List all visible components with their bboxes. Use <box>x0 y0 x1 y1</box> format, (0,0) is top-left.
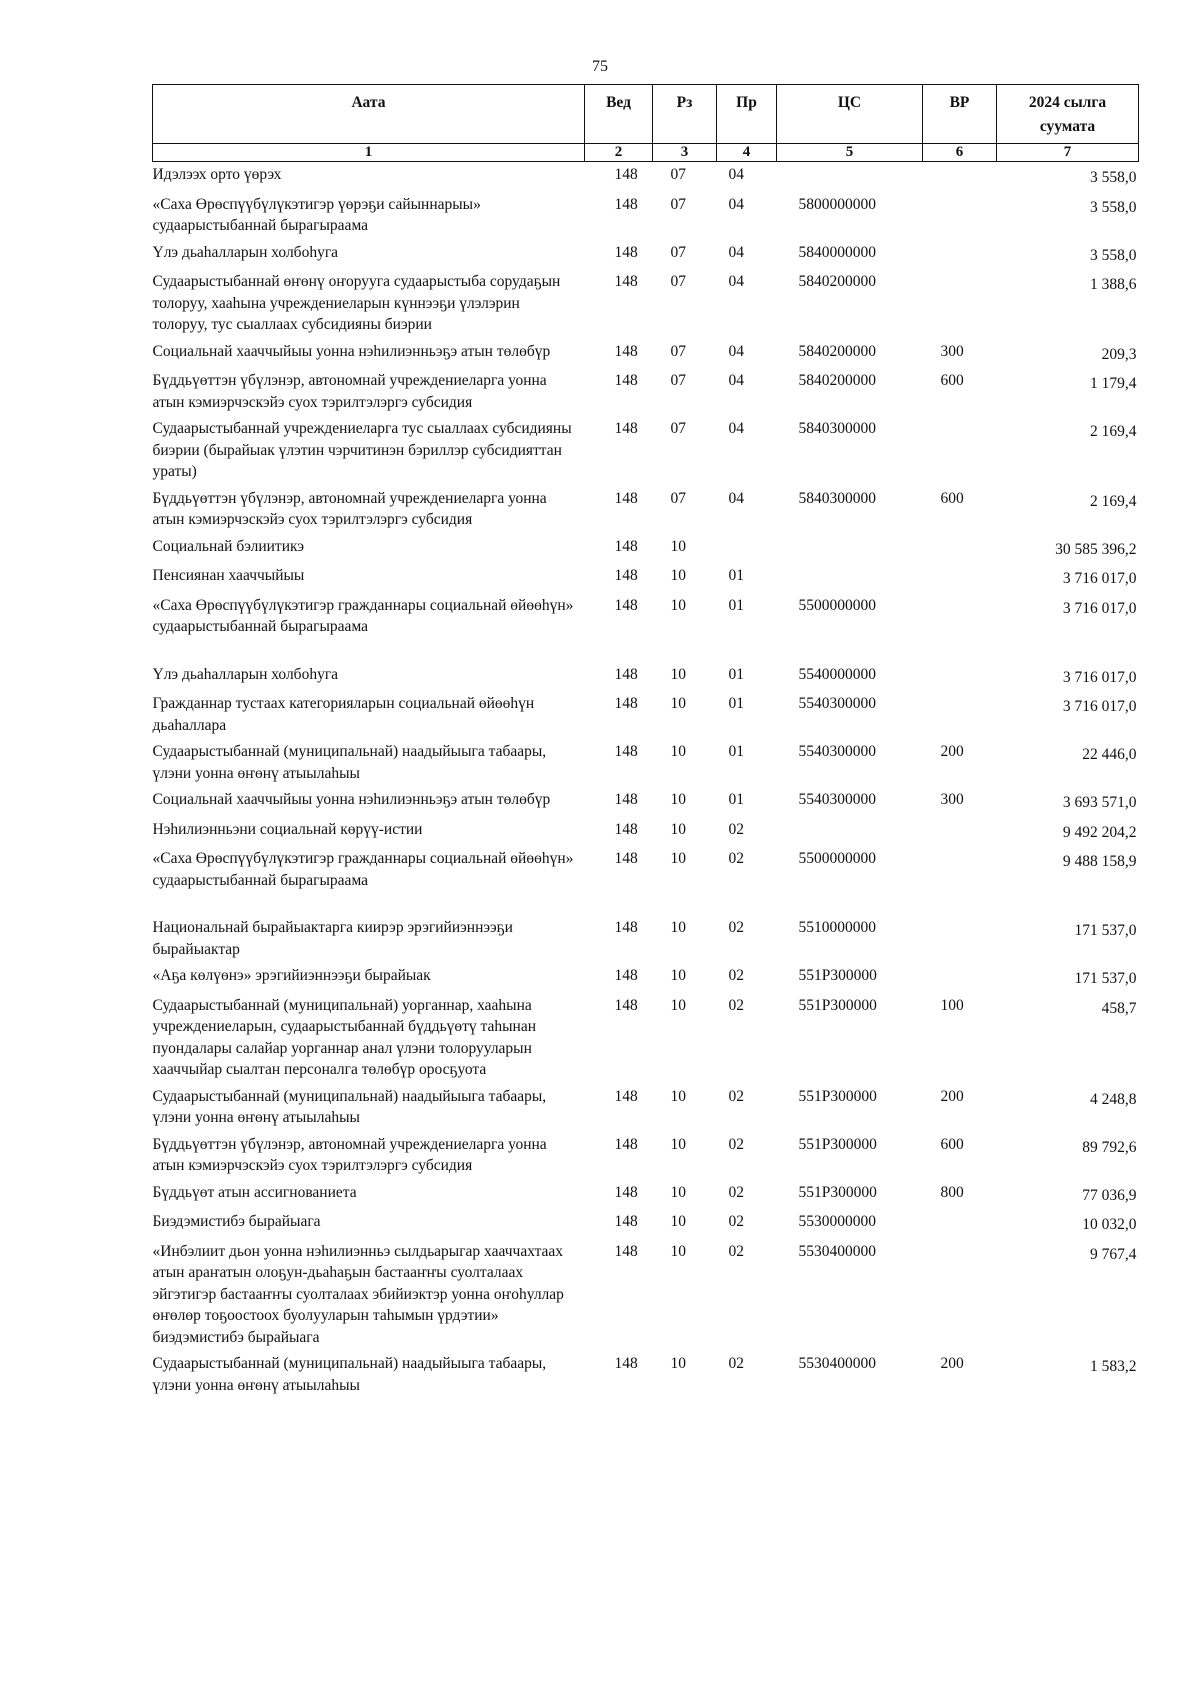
row-cs: 5530400000 <box>798 1355 876 1372</box>
column-number: 1 <box>153 144 585 162</box>
row-name: Бүддьүөт атын ассигнованиета <box>152 1183 357 1201</box>
appropriations-table <box>152 84 1139 1399</box>
table-row <box>153 1132 1139 1180</box>
row-name: Судаарыстыбаннай (муниципальнай) уорганнар, хааһына учреждениеларын, судаарыстыбаннай бүддьүөтү таһынан пуондалары салайар уорганнар анал үлэни толорууларын хааччыйар сыалтан персоналга төлөбүр оросҕуота <box>152 996 537 1078</box>
row-pr: 01 <box>728 695 744 712</box>
row-sum: 9 767,4 <box>1090 1245 1137 1263</box>
row-name: Гражданнар тустаах категорияларын социальнай өйөөһүн дьаһаллара <box>152 695 535 734</box>
row-rz: 10 <box>670 567 686 584</box>
row-rz: 07 <box>670 166 686 183</box>
row-name: Бүддьүөттэн үбүлэнэр, автономнай учреждениеларга уонна атын кэмиэрчэскэйэ суох тэрилтэлэргэ субсидия <box>152 1135 547 1174</box>
row-ved: 148 <box>614 743 638 760</box>
row-rz: 07 <box>670 420 686 437</box>
row-pr: 02 <box>728 1213 744 1230</box>
row-sum: 3 716 017,0 <box>1062 698 1137 715</box>
row-name: Үлэ дьаһалларын холбоһуга <box>152 665 339 683</box>
table-row <box>153 691 1139 739</box>
row-sum: 4 248,8 <box>1090 1090 1137 1108</box>
row-ved: 148 <box>614 1087 638 1105</box>
table-row <box>153 339 1139 369</box>
row-name: Социальнай хааччыйыы уонна нэһилиэнньэҕэ атын төлөбүр <box>152 791 551 808</box>
row-cs: 551Р300000 <box>798 1087 877 1105</box>
row-pr: 01 <box>728 665 744 683</box>
row-rz: 07 <box>670 372 686 389</box>
row-vr: 600 <box>940 372 964 389</box>
row-vr: 300 <box>940 342 964 360</box>
table-row <box>153 192 1139 240</box>
row-sum: 209,3 <box>1101 345 1137 363</box>
row-rz: 10 <box>670 850 686 867</box>
row-rz: 10 <box>670 665 686 683</box>
row-pr: 04 <box>728 273 744 290</box>
row-cs: 5840200000 <box>798 273 876 290</box>
row-vr <box>923 915 997 963</box>
row-rz: 07 <box>670 273 686 290</box>
table-row <box>153 993 1139 1084</box>
row-pr: 04 <box>728 342 744 360</box>
row-ved: 148 <box>614 996 638 1014</box>
row-ved: 148 <box>614 537 638 555</box>
row-ved: 148 <box>614 820 638 838</box>
header-vr: ВР <box>923 85 997 144</box>
row-name: Үлэ дьаһалларын холбоһуга <box>152 243 339 261</box>
row-rz: 10 <box>670 1355 686 1372</box>
row-name: Судаарыстыбаннай (муниципальнай) наадыйыыга табаары, үлэни уонна өҥөнү атыылаһыы <box>152 1355 547 1394</box>
row-pr: 02 <box>728 1355 744 1372</box>
table-row <box>153 162 1139 192</box>
row-name: «Саха Өрөспүүбүлүкэтигэр гражданнары социальнай өйөөһүн» судаарыстыбаннай бырагыраама <box>152 596 574 635</box>
row-rz: 10 <box>670 919 686 936</box>
table-row <box>153 963 1139 993</box>
row-pr: 02 <box>728 1242 744 1260</box>
row-rz: 07 <box>670 489 686 507</box>
row-rz: 10 <box>670 596 686 614</box>
row-vr <box>923 416 997 486</box>
row-ved: 148 <box>614 791 638 808</box>
row-cs: 5540300000 <box>798 791 876 808</box>
row-vr <box>923 162 997 192</box>
row-pr: 04 <box>728 372 744 389</box>
row-cs <box>777 563 923 593</box>
row-sum: 3 716 017,0 <box>1062 668 1137 686</box>
row-sum: 3 716 017,0 <box>1062 570 1137 587</box>
row-rz: 07 <box>670 195 686 213</box>
row-cs: 5540300000 <box>798 695 876 712</box>
row-vr: 200 <box>940 1087 964 1105</box>
row-sum: 2 169,4 <box>1090 492 1137 510</box>
row-sum: 3 693 571,0 <box>1062 794 1137 811</box>
column-number-row <box>153 144 1139 162</box>
row-name: «Инбэлиит дьон уонна нэһилиэнньэ сылдьарыгар хааччахтаах атын араҥатын олоҕун-дьаһаҕын бастааҥҥы суолталаах эйгэтигэр бастааҥҥы суолталаах эбийиэктэр уонна оҥоһуллар өҥөлөр тоҕоостоох буолууларын таһымын үрдэтии» биэдэмистибэ бырайыага <box>152 1242 564 1346</box>
row-name: Судаарыстыбаннай өҥөнү оҥорууга судаарыстыба сорудаҕын толоруу, хааһына учреждениеларын күннээҕи үлэлэрин толоруу, тус сыаллаах субсидияны биэрии <box>152 273 561 333</box>
row-vr: 600 <box>940 489 964 507</box>
row-cs: 5840300000 <box>798 420 876 437</box>
row-rz: 10 <box>670 1135 686 1153</box>
row-ved: 148 <box>614 1242 638 1260</box>
row-name: Нэһилиэнньэни социальнай көрүү-истии <box>152 820 423 838</box>
row-name: Судаарыстыбаннай учреждениеларга тус сыаллаах субсидияны биэрии (бырайыак үлэтин чэрчитинэн бэриллэр субсидияттан ураты) <box>152 420 572 480</box>
row-cs: 5840200000 <box>798 372 876 389</box>
table-row <box>153 739 1139 787</box>
row-ved: 148 <box>614 695 638 712</box>
row-name: Судаарыстыбаннай (муниципальнай) наадыйыыга табаары, үлэни уонна өҥөнү атыылаһыы <box>152 743 547 782</box>
row-vr <box>923 817 997 847</box>
row-ved: 148 <box>614 243 638 261</box>
row-vr <box>923 1239 997 1352</box>
row-pr: 04 <box>728 243 744 261</box>
row-cs <box>777 534 923 564</box>
row-ved: 148 <box>614 342 638 360</box>
row-sum: 171 537,0 <box>1074 970 1137 987</box>
row-pr: 02 <box>728 1183 744 1201</box>
table-row <box>153 563 1139 593</box>
row-sum: 171 537,0 <box>1074 922 1137 939</box>
table-row <box>153 817 1139 847</box>
table-body <box>153 162 1139 1400</box>
row-cs: 5530000000 <box>798 1213 876 1230</box>
row-vr <box>923 593 997 662</box>
table-row <box>153 1239 1139 1352</box>
row-sum: 22 446,0 <box>1082 746 1137 763</box>
row-vr <box>923 192 997 240</box>
row-vr <box>923 1209 997 1239</box>
row-sum: 10 032,0 <box>1082 1216 1137 1233</box>
row-cs: 5800000000 <box>798 195 876 213</box>
row-name: Бүддьүөттэн үбүлэнэр, автономнай учреждениеларга уонна атын кэмиэрчэскэйэ суох тэрилтэлэргэ субсидия <box>152 372 547 411</box>
header-row <box>153 85 1139 144</box>
row-pr: 04 <box>728 195 744 213</box>
row-rz: 10 <box>670 1087 686 1105</box>
row-pr: 01 <box>728 743 744 760</box>
row-sum: 3 558,0 <box>1090 246 1137 264</box>
row-vr <box>923 534 997 564</box>
row-cs: 5840000000 <box>798 243 876 261</box>
row-name: Биэдэмистибэ бырайыага <box>152 1213 321 1230</box>
row-pr: 02 <box>728 996 744 1014</box>
row-vr <box>923 662 997 692</box>
table-row <box>153 416 1139 486</box>
row-name: Бүддьүөттэн үбүлэнэр, автономнай учреждениеларга уонна атын кэмиэрчэскэйэ суох тэрилтэлэргэ субсидия <box>152 489 547 528</box>
row-rz: 10 <box>670 695 686 712</box>
row-sum: 2 169,4 <box>1090 423 1137 440</box>
row-cs: 5500000000 <box>798 850 876 867</box>
row-vr <box>923 691 997 739</box>
row-cs: 551Р300000 <box>798 967 877 984</box>
row-pr: 02 <box>728 967 744 984</box>
table-row <box>153 593 1139 662</box>
table-row <box>153 1180 1139 1210</box>
table-row <box>153 240 1139 270</box>
row-ved: 148 <box>614 567 638 584</box>
row-rz: 10 <box>670 537 686 555</box>
row-pr: 02 <box>728 1135 744 1153</box>
row-pr: 02 <box>728 850 744 867</box>
row-cs <box>777 817 923 847</box>
row-cs: 5840300000 <box>798 489 876 507</box>
row-vr: 600 <box>940 1135 964 1153</box>
row-cs: 5500000000 <box>798 596 876 614</box>
header-sum: 2024 сылга суумата <box>997 85 1139 144</box>
row-ved: 148 <box>614 372 638 389</box>
row-pr: 02 <box>728 820 744 838</box>
row-rz: 07 <box>670 243 686 261</box>
row-rz: 10 <box>670 791 686 808</box>
row-vr <box>923 563 997 593</box>
row-sum: 77 036,9 <box>1082 1186 1137 1204</box>
header-rz: Рз <box>653 85 717 144</box>
row-vr <box>923 846 997 915</box>
row-cs: 551Р300000 <box>798 996 877 1014</box>
row-ved: 148 <box>614 1135 638 1153</box>
table-row <box>153 368 1139 416</box>
row-name: «Аҕа көлүөнэ» эрэгийиэннээҕи бырайыак <box>152 967 431 984</box>
table-row <box>153 1084 1139 1132</box>
row-ved: 148 <box>614 665 638 683</box>
row-name: Социальнай бэлиитикэ <box>152 537 304 555</box>
row-rz: 10 <box>670 820 686 838</box>
row-sum: 3 716 017,0 <box>1062 599 1137 617</box>
row-pr: 04 <box>728 166 744 183</box>
row-sum: 1 583,2 <box>1090 1358 1137 1375</box>
row-rz: 10 <box>670 1213 686 1230</box>
row-name: «Саха Өрөспүүбүлүкэтигэр гражданнары социальнай өйөөһүн» судаарыстыбаннай бырагыраама <box>152 850 574 889</box>
row-name: Национальнай бырайыактарга киирэр эрэгийиэннээҕи бырайыактар <box>152 919 513 958</box>
row-ved: 148 <box>614 919 638 936</box>
header-pr: Пр <box>717 85 777 144</box>
row-vr <box>923 269 997 339</box>
row-pr: 02 <box>728 919 744 936</box>
row-vr: 300 <box>940 791 964 808</box>
row-ved: 148 <box>614 1183 638 1201</box>
row-vr: 200 <box>940 743 964 760</box>
row-ved: 148 <box>614 1213 638 1230</box>
row-rz: 10 <box>670 1242 686 1260</box>
row-name: Идэлээх орто үөрэх <box>152 166 282 183</box>
header-cs: ЦС <box>777 85 923 144</box>
table-row <box>153 269 1139 339</box>
row-pr: 04 <box>728 420 744 437</box>
header-name: Аата <box>153 85 585 144</box>
row-sum: 1 388,6 <box>1090 276 1137 293</box>
row-sum: 30 585 396,2 <box>1055 540 1137 558</box>
row-ved: 148 <box>614 420 638 437</box>
table-row <box>153 662 1139 692</box>
row-vr: 800 <box>940 1183 964 1201</box>
row-rz: 10 <box>670 967 686 984</box>
row-rz: 10 <box>670 996 686 1014</box>
column-number: 7 <box>997 144 1139 162</box>
row-cs: 5540300000 <box>798 743 876 760</box>
row-pr: 04 <box>728 489 744 507</box>
table-row <box>153 787 1139 817</box>
row-pr: 02 <box>728 1087 744 1105</box>
row-sum: 458,7 <box>1101 999 1137 1017</box>
row-ved: 148 <box>614 1355 638 1372</box>
row-ved: 148 <box>614 489 638 507</box>
row-sum: 9 488 158,9 <box>1062 853 1137 870</box>
row-name: Пенсиянан хааччыйыы <box>152 567 305 584</box>
column-number: 3 <box>653 144 717 162</box>
row-cs: 5510000000 <box>798 919 876 936</box>
row-pr: 01 <box>728 596 744 614</box>
row-sum: 3 558,0 <box>1090 198 1137 216</box>
row-rz: 10 <box>670 1183 686 1201</box>
row-sum: 3 558,0 <box>1090 169 1137 186</box>
row-sum: 89 792,6 <box>1082 1138 1137 1156</box>
table-row <box>153 486 1139 534</box>
row-cs: 5840200000 <box>798 342 876 360</box>
row-ved: 148 <box>614 850 638 867</box>
column-number: 5 <box>777 144 923 162</box>
row-sum: 9 492 204,2 <box>1062 823 1137 841</box>
row-ved: 148 <box>614 967 638 984</box>
row-cs: 551Р300000 <box>798 1183 877 1201</box>
row-pr: 01 <box>728 567 744 584</box>
row-cs: 5530400000 <box>798 1242 876 1260</box>
row-cs: 551Р300000 <box>798 1135 877 1153</box>
column-number: 4 <box>717 144 777 162</box>
table-row <box>153 846 1139 915</box>
row-cs: 5540000000 <box>798 665 876 683</box>
row-name: Социальнай хааччыйыы уонна нэһилиэнньэҕэ атын төлөбүр <box>152 342 551 360</box>
column-number: 6 <box>923 144 997 162</box>
table-row <box>153 915 1139 963</box>
row-rz: 07 <box>670 342 686 360</box>
column-number: 2 <box>585 144 653 162</box>
row-vr: 100 <box>940 996 964 1014</box>
row-pr <box>717 534 777 564</box>
row-vr: 200 <box>940 1355 964 1372</box>
row-rz: 10 <box>670 743 686 760</box>
table-row <box>153 534 1139 564</box>
row-ved: 148 <box>614 195 638 213</box>
row-ved: 148 <box>614 273 638 290</box>
table-row <box>153 1351 1139 1399</box>
row-pr: 01 <box>728 791 744 808</box>
row-name: «Саха Өрөспүүбүлүкэтигэр үөрэҕи сайыннарыы» судаарыстыбаннай бырагыраама <box>152 195 481 234</box>
row-ved: 148 <box>614 166 638 183</box>
row-vr <box>923 240 997 270</box>
row-vr <box>923 963 997 993</box>
table-header <box>153 85 1139 162</box>
row-name: Судаарыстыбаннай (муниципальнай) наадыйыыга табаары, үлэни уонна өҥөнү атыылаһыы <box>152 1087 547 1126</box>
header-ved: Вед <box>585 85 653 144</box>
row-sum: 1 179,4 <box>1090 375 1137 392</box>
table-row <box>153 1209 1139 1239</box>
row-ved: 148 <box>614 596 638 614</box>
row-cs <box>777 162 923 192</box>
page-number: 75 <box>592 58 608 75</box>
